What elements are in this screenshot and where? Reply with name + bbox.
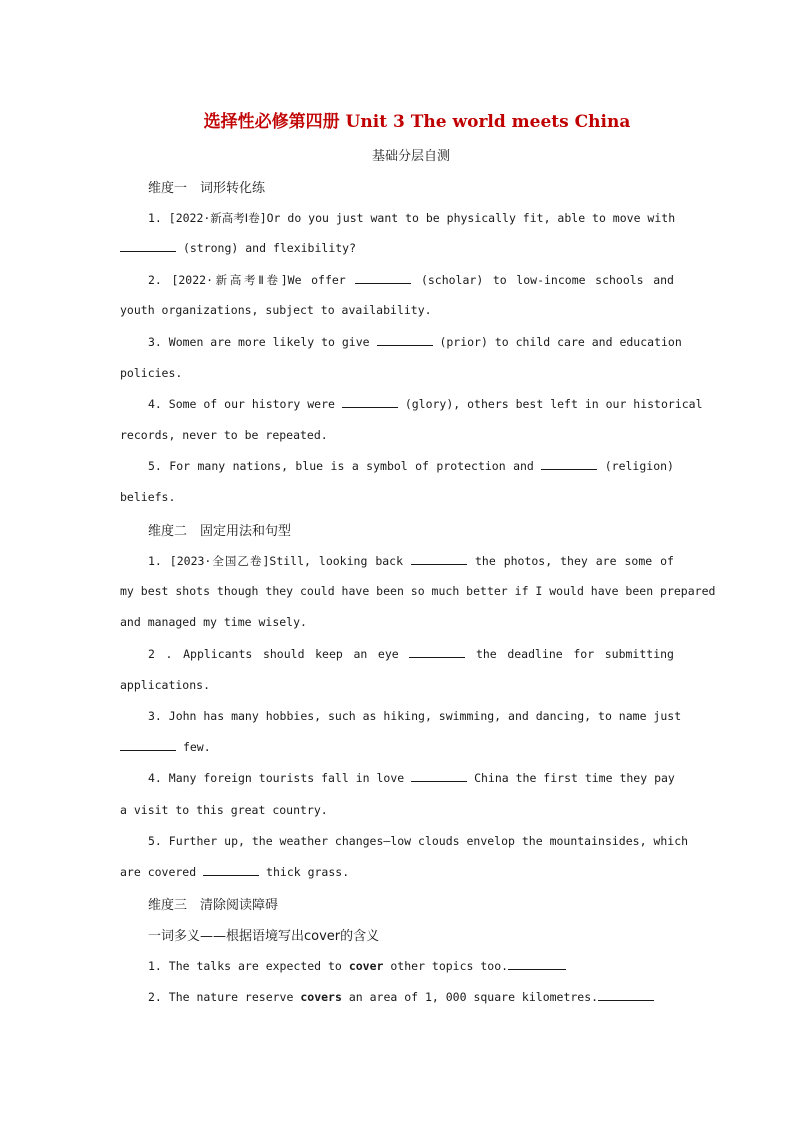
question-line: few. <box>120 740 674 754</box>
answer-blank[interactable] <box>120 749 176 751</box>
question-line: records, never to be repeated. <box>120 428 328 442</box>
question-line: are covered thick grass. <box>120 865 350 879</box>
question-line: policies. <box>120 366 183 380</box>
question-line: beliefs. <box>120 490 176 504</box>
answer-blank[interactable] <box>355 282 411 284</box>
keyword: covers <box>300 990 342 1004</box>
section-subheading: 一词多义——根据语境写出cover的含义 <box>148 929 380 944</box>
question-line: applications. <box>120 678 211 692</box>
section-heading-1: 维度一 词形转化练 <box>148 181 266 196</box>
section-heading-2: 维度二 固定用法和句型 <box>148 524 292 539</box>
section-heading-3: 维度三 清除阅读障碍 <box>148 898 279 913</box>
question-line: and managed my time wisely. <box>120 615 307 629</box>
answer-blank[interactable] <box>377 344 433 346</box>
question-line: 4. Some of our history were (glory), others best left in our historical <box>148 397 703 411</box>
question-line: my best shots though they could have been so much better if I would have been prepared <box>120 584 716 598</box>
question-line: (strong) and flexibility? <box>120 241 674 255</box>
answer-blank[interactable] <box>409 656 465 658</box>
question-line: 2. [2022·新高考Ⅱ卷]We offer (scholar) to low-income schools and <box>148 273 674 287</box>
question-line: a visit to this great country. <box>120 803 328 817</box>
answer-blank[interactable] <box>411 563 467 565</box>
question-line: youth organizations, subject to availability. <box>120 303 432 317</box>
question-line: 5. For many nations, blue is a symbol of protection and (religion) <box>148 459 674 473</box>
answer-blank[interactable] <box>508 968 566 970</box>
answer-blank[interactable] <box>541 468 597 470</box>
answer-blank[interactable] <box>411 780 467 782</box>
page-subtitle: 基础分层自测 <box>371 149 450 164</box>
question-line: 5. Further up, the weather changes—low clouds envelop the mountainsides, which <box>148 834 689 848</box>
question-line: 3. John has many hobbies, such as hiking, swimming, and dancing, to name just <box>148 709 682 723</box>
question-line: 1. [2022·新高考Ⅰ卷]Or do you just want to be physically fit, able to move with <box>148 211 676 225</box>
question-line: 4. Many foreign tourists fall in love China the first time they pay <box>148 771 675 785</box>
keyword: cover <box>348 959 384 973</box>
question-line: 1. The talks are expected to cover other topics too. <box>148 959 674 973</box>
question-line: 1. [2023·全国乙卷]Still, looking back the photos, they are some of <box>148 554 674 568</box>
answer-blank[interactable] <box>120 250 176 252</box>
question-line: 2. The nature reserve covers an area of 1, 000 square kilometres. <box>148 990 674 1004</box>
question-line: 2 . Applicants should keep an eye the deadline for submitting <box>148 647 674 661</box>
answer-blank[interactable] <box>203 874 259 876</box>
answer-blank[interactable] <box>342 406 398 408</box>
answer-blank[interactable] <box>598 999 654 1001</box>
question-line: 3. Women are more likely to give (prior) to child care and education <box>148 335 682 349</box>
page-title: 选择性必修第四册 Unit 3 The world meets China <box>203 112 631 132</box>
